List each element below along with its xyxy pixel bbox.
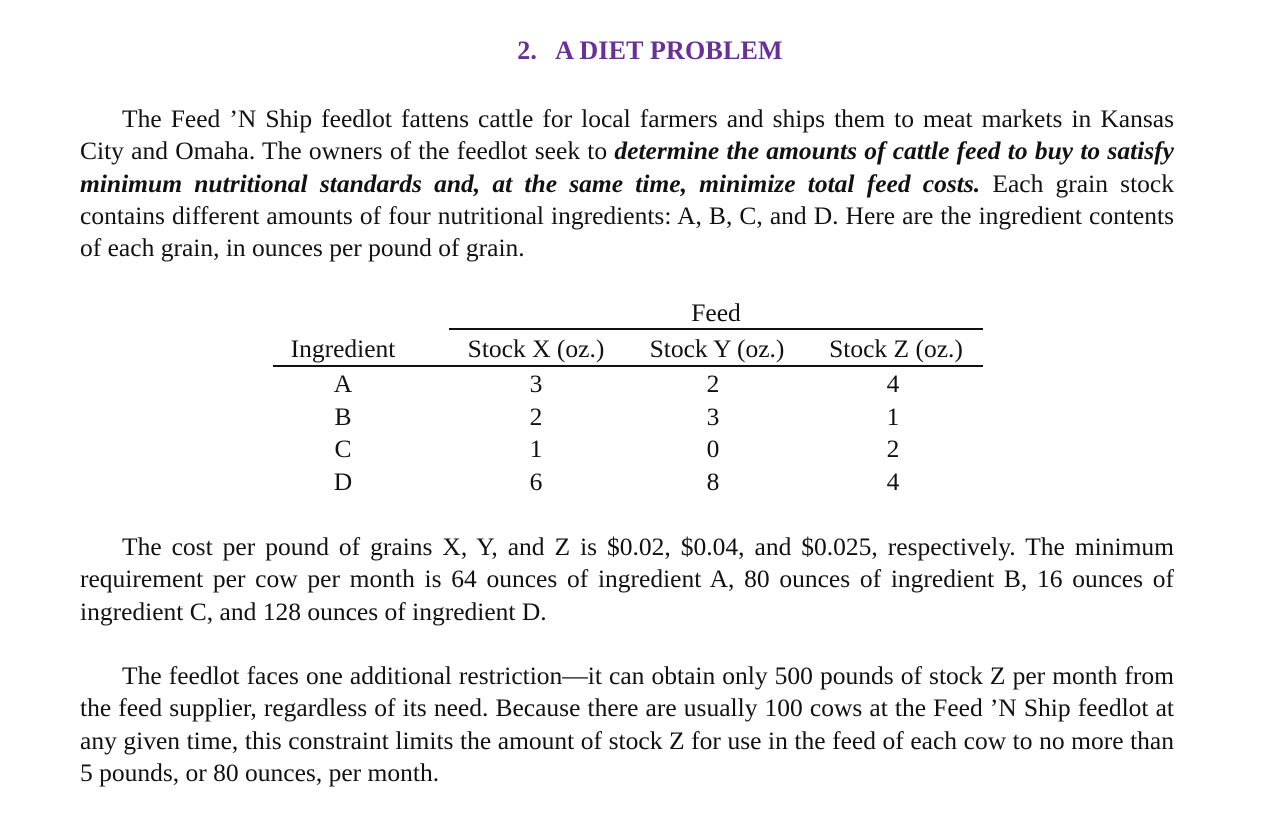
- column-header-stock-z: Stock Z (oz.): [829, 334, 963, 363]
- cell-stock-z: 4: [886, 369, 900, 398]
- intro-emphasis: determine the amounts of cattle feed to buy to satisfy minimum nutritional standards and, at the same time, minimize total feed costs.: [80, 136, 1174, 198]
- cell-stock-y: 0: [706, 434, 720, 463]
- restriction-paragraph: The feedlot faces one additional restriction—it can obtain only 500 pounds of stock Z per month from the feed supplier, regardless of its need. Because there are usually 100 cows at the Feed ’N Ship feedlot at any given time, this constraint limits the amount of stock Z for use in the feed of each cow to no more than 5 pounds, or 80 ounces, per month.: [80, 661, 1174, 787]
- table-row: [273, 401, 983, 434]
- cell-stock-x: 1: [529, 434, 543, 463]
- cell-stock-y: 2: [706, 369, 720, 398]
- feed-group-header: Feed: [691, 298, 741, 327]
- table-header-row: [273, 332, 983, 366]
- feed-group-rule: [449, 328, 983, 330]
- section-title: [0, 36, 1270, 66]
- column-header-stock-x: Stock X (oz.): [467, 334, 605, 363]
- intro-paragraph: [80, 103, 1174, 264]
- cell-ingredient: A: [333, 369, 353, 398]
- cell-ingredient: C: [334, 434, 352, 463]
- cell-stock-z: 1: [886, 401, 900, 431]
- cell-stock-y: 3: [706, 401, 720, 431]
- intro-text: The Feed ’N Ship feedlot fattens cattle for local farmers and ships them to meat markets in Kansas City and Omaha. The owners of the feedlot seek to: [80, 104, 1174, 166]
- intro-text-end: Each grain stock contains different amounts of four nutritional ingredients: A, B, C, and D. Here are the ingredient contents of each grain, in ounces per pound of grain.: [80, 168, 1174, 263]
- table-row: [273, 466, 983, 499]
- column-header-ingredient: Ingredient: [290, 334, 396, 363]
- ingredient-table: [273, 296, 983, 506]
- table-row: [273, 368, 983, 401]
- section-number: 2.: [517, 36, 538, 65]
- header-rule: [273, 365, 983, 367]
- table-body: [273, 368, 983, 498]
- cell-stock-x: 3: [529, 369, 543, 398]
- cell-stock-x: 2: [529, 401, 543, 431]
- cell-stock-z: 4: [886, 466, 900, 496]
- cell-stock-y: 8: [706, 466, 720, 496]
- cost-paragraph: The cost per pound of grains X, Y, and Z is $0.02, $0.04, and $0.025, respectively. The minimum requirement per cow per month is 64 ounces of ingredient A, 80 ounces of ingredient B, 16 ounces of ingredient C, and 128 ounces of ingredient D.: [80, 532, 1174, 626]
- cell-ingredient: D: [333, 466, 353, 496]
- table-row: [273, 433, 983, 466]
- section-title-text: A DIET PROBLEM: [555, 36, 783, 65]
- cell-stock-x: 6: [529, 466, 543, 496]
- cell-stock-z: 2: [886, 434, 900, 463]
- column-header-stock-y: Stock Y (oz.): [649, 334, 785, 363]
- cell-ingredient: B: [334, 401, 352, 431]
